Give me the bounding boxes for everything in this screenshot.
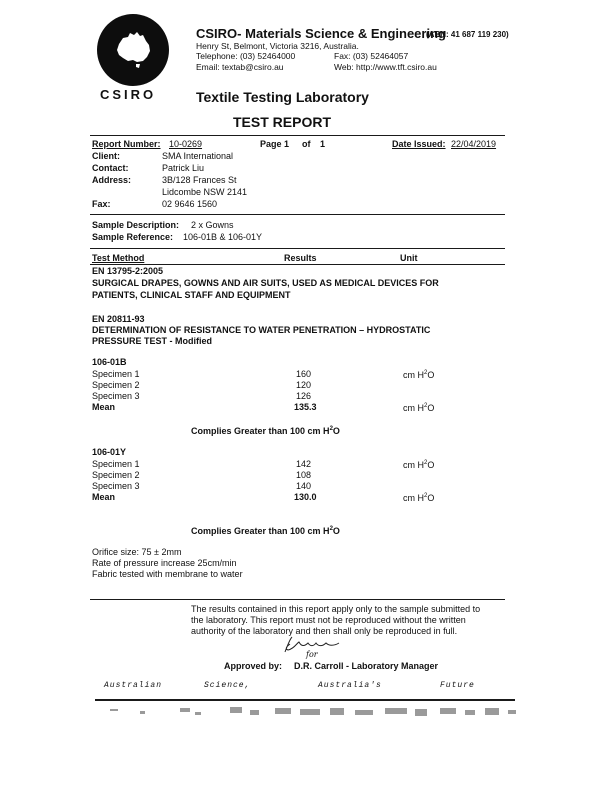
disclaimer-line3: authority of the laboratory and then shall only be reproduced in full. (191, 626, 458, 636)
signature-for: for (306, 650, 318, 659)
client-label: Client: (92, 151, 120, 161)
standard1-title-line2: PATIENTS, CLINICAL STAFF AND EQUIPMENT (92, 290, 291, 300)
page-label: Page 1 (260, 139, 290, 149)
sample-b-row-label: Mean (92, 402, 116, 412)
sample-description-label: Sample Description: (92, 220, 180, 230)
header-test-method: Test Method (92, 253, 145, 263)
slogan-word: Science, (204, 681, 251, 690)
document-title: TEST REPORT (233, 114, 332, 130)
standard1-code: EN 13795-2:2005 (92, 266, 164, 276)
fax-label: Fax: (92, 199, 111, 209)
org-address: Henry St, Belmont, Victoria 3216, Australia. (196, 41, 359, 51)
address-line1: 3B/128 Frances St (162, 175, 237, 185)
divider (90, 264, 505, 265)
sample-y-complies: Complies Greater than 100 cm $H^2O$ (191, 526, 340, 536)
sample-description: 2 x Gowns (191, 220, 234, 230)
sample-b-row-value: 160 (296, 369, 312, 379)
client-fax: 02 9646 1560 (162, 199, 218, 209)
slogan-word: Future (440, 681, 475, 690)
note-orifice: Orifice size: 75 ± 2mm (92, 547, 182, 557)
approver: D.R. Carroll - Laboratory Manager (294, 661, 439, 671)
address-label: Address: (92, 175, 132, 185)
sample-y-row-label: Specimen 2 (92, 470, 140, 480)
scan-artifact-strip (100, 705, 530, 719)
sample-y-row-value: 130.0 (294, 492, 317, 502)
org-name: CSIRO- Materials Science & Engineering (196, 26, 446, 41)
standard2-title-line1: DETERMINATION OF RESISTANCE TO WATER PENETRATION – HYDROSTATIC (92, 325, 431, 335)
address-line2: Lidcombe NSW 2141 (162, 187, 248, 197)
unit-cell: cm $H^2O$ (403, 370, 435, 380)
header-unit: Unit (400, 253, 418, 263)
sample-y-row-label: Specimen 3 (92, 481, 140, 491)
lab-name: Textile Testing Laboratory (196, 89, 369, 105)
sample-y-id: 106-01Y (92, 447, 127, 457)
page-of: of (302, 139, 311, 149)
sample-b-row-label: Specimen 1 (92, 369, 140, 379)
disclaimer-line2: the laboratory. This report must not be reproduced without the written (191, 615, 466, 625)
australia-map-icon (97, 14, 169, 86)
sample-y-row-label: Specimen 1 (92, 459, 140, 469)
sample-y-row-value: 142 (296, 459, 312, 469)
abn: (ABN: 41 687 119 230) (426, 30, 509, 39)
page-total: 1 (320, 139, 326, 149)
sample-y-row-label: Mean (92, 492, 116, 502)
csiro-logo (97, 14, 169, 86)
sample-b-row-value: 135.3 (294, 402, 317, 412)
sample-y-row-value: 108 (296, 470, 312, 480)
report-number: 10-0269 (169, 139, 203, 149)
slogan-word: Australian (104, 681, 163, 690)
sample-b-row-label: Specimen 2 (92, 380, 140, 390)
sample-b-complies: Complies Greater than 100 cm $H^2O$ (191, 426, 340, 436)
standard2-title-line2: PRESSURE TEST - Modified (92, 336, 213, 346)
sample-b-row-label: Specimen 3 (92, 391, 140, 401)
approved-by-label: Approved by: (224, 661, 283, 671)
sample-reference-label: Sample Reference: (92, 232, 174, 242)
standard2-code: EN 20811-93 (92, 314, 145, 324)
divider (90, 214, 505, 215)
slogan-word: Australia's (318, 681, 382, 690)
note-membrane: Fabric tested with membrane to water (92, 569, 243, 579)
client-name: SMA International (162, 151, 234, 161)
org-fax: Fax: (03) 52464057 (334, 51, 409, 61)
logo-wordmark: CSIRO (100, 87, 157, 102)
org-web: Web: http://www.tft.csiro.au (334, 62, 437, 72)
unit-cell: cm $H^2O$ (403, 460, 435, 470)
unit-cell: cm $H^2O$ (403, 403, 435, 413)
contact-name: Patrick Liu (162, 163, 205, 173)
note-rate: Rate of pressure increase 25cm/min (92, 558, 237, 568)
divider (90, 599, 505, 600)
org-telephone: Telephone: (03) 52464000 (196, 51, 296, 61)
header-results: Results (284, 253, 317, 263)
unit-cell: cm $H^2O$ (403, 493, 435, 503)
org-email: Email: textab@csiro.au (196, 62, 284, 72)
divider (90, 135, 505, 136)
footer-rule (95, 699, 515, 701)
date-issued: 22/04/2019 (451, 139, 497, 149)
sample-y-row-value: 140 (296, 481, 312, 491)
disclaimer-line1: The results contained in this report apply only to the sample submitted to (191, 604, 481, 614)
sample-reference: 106-01B & 106-01Y (183, 232, 263, 242)
sample-b-row-value: 126 (296, 391, 312, 401)
sample-b-id: 106-01B (92, 357, 127, 367)
divider (90, 248, 505, 249)
report-number-label: Report Number: (92, 139, 161, 149)
contact-label: Contact: (92, 163, 129, 173)
sample-b-row-value: 120 (296, 380, 312, 390)
date-issued-label: Date Issued: (392, 139, 446, 149)
standard1-title-line1: SURGICAL DRAPES, GOWNS AND AIR SUITS, USED AS MEDICAL DEVICES FOR (92, 278, 439, 288)
